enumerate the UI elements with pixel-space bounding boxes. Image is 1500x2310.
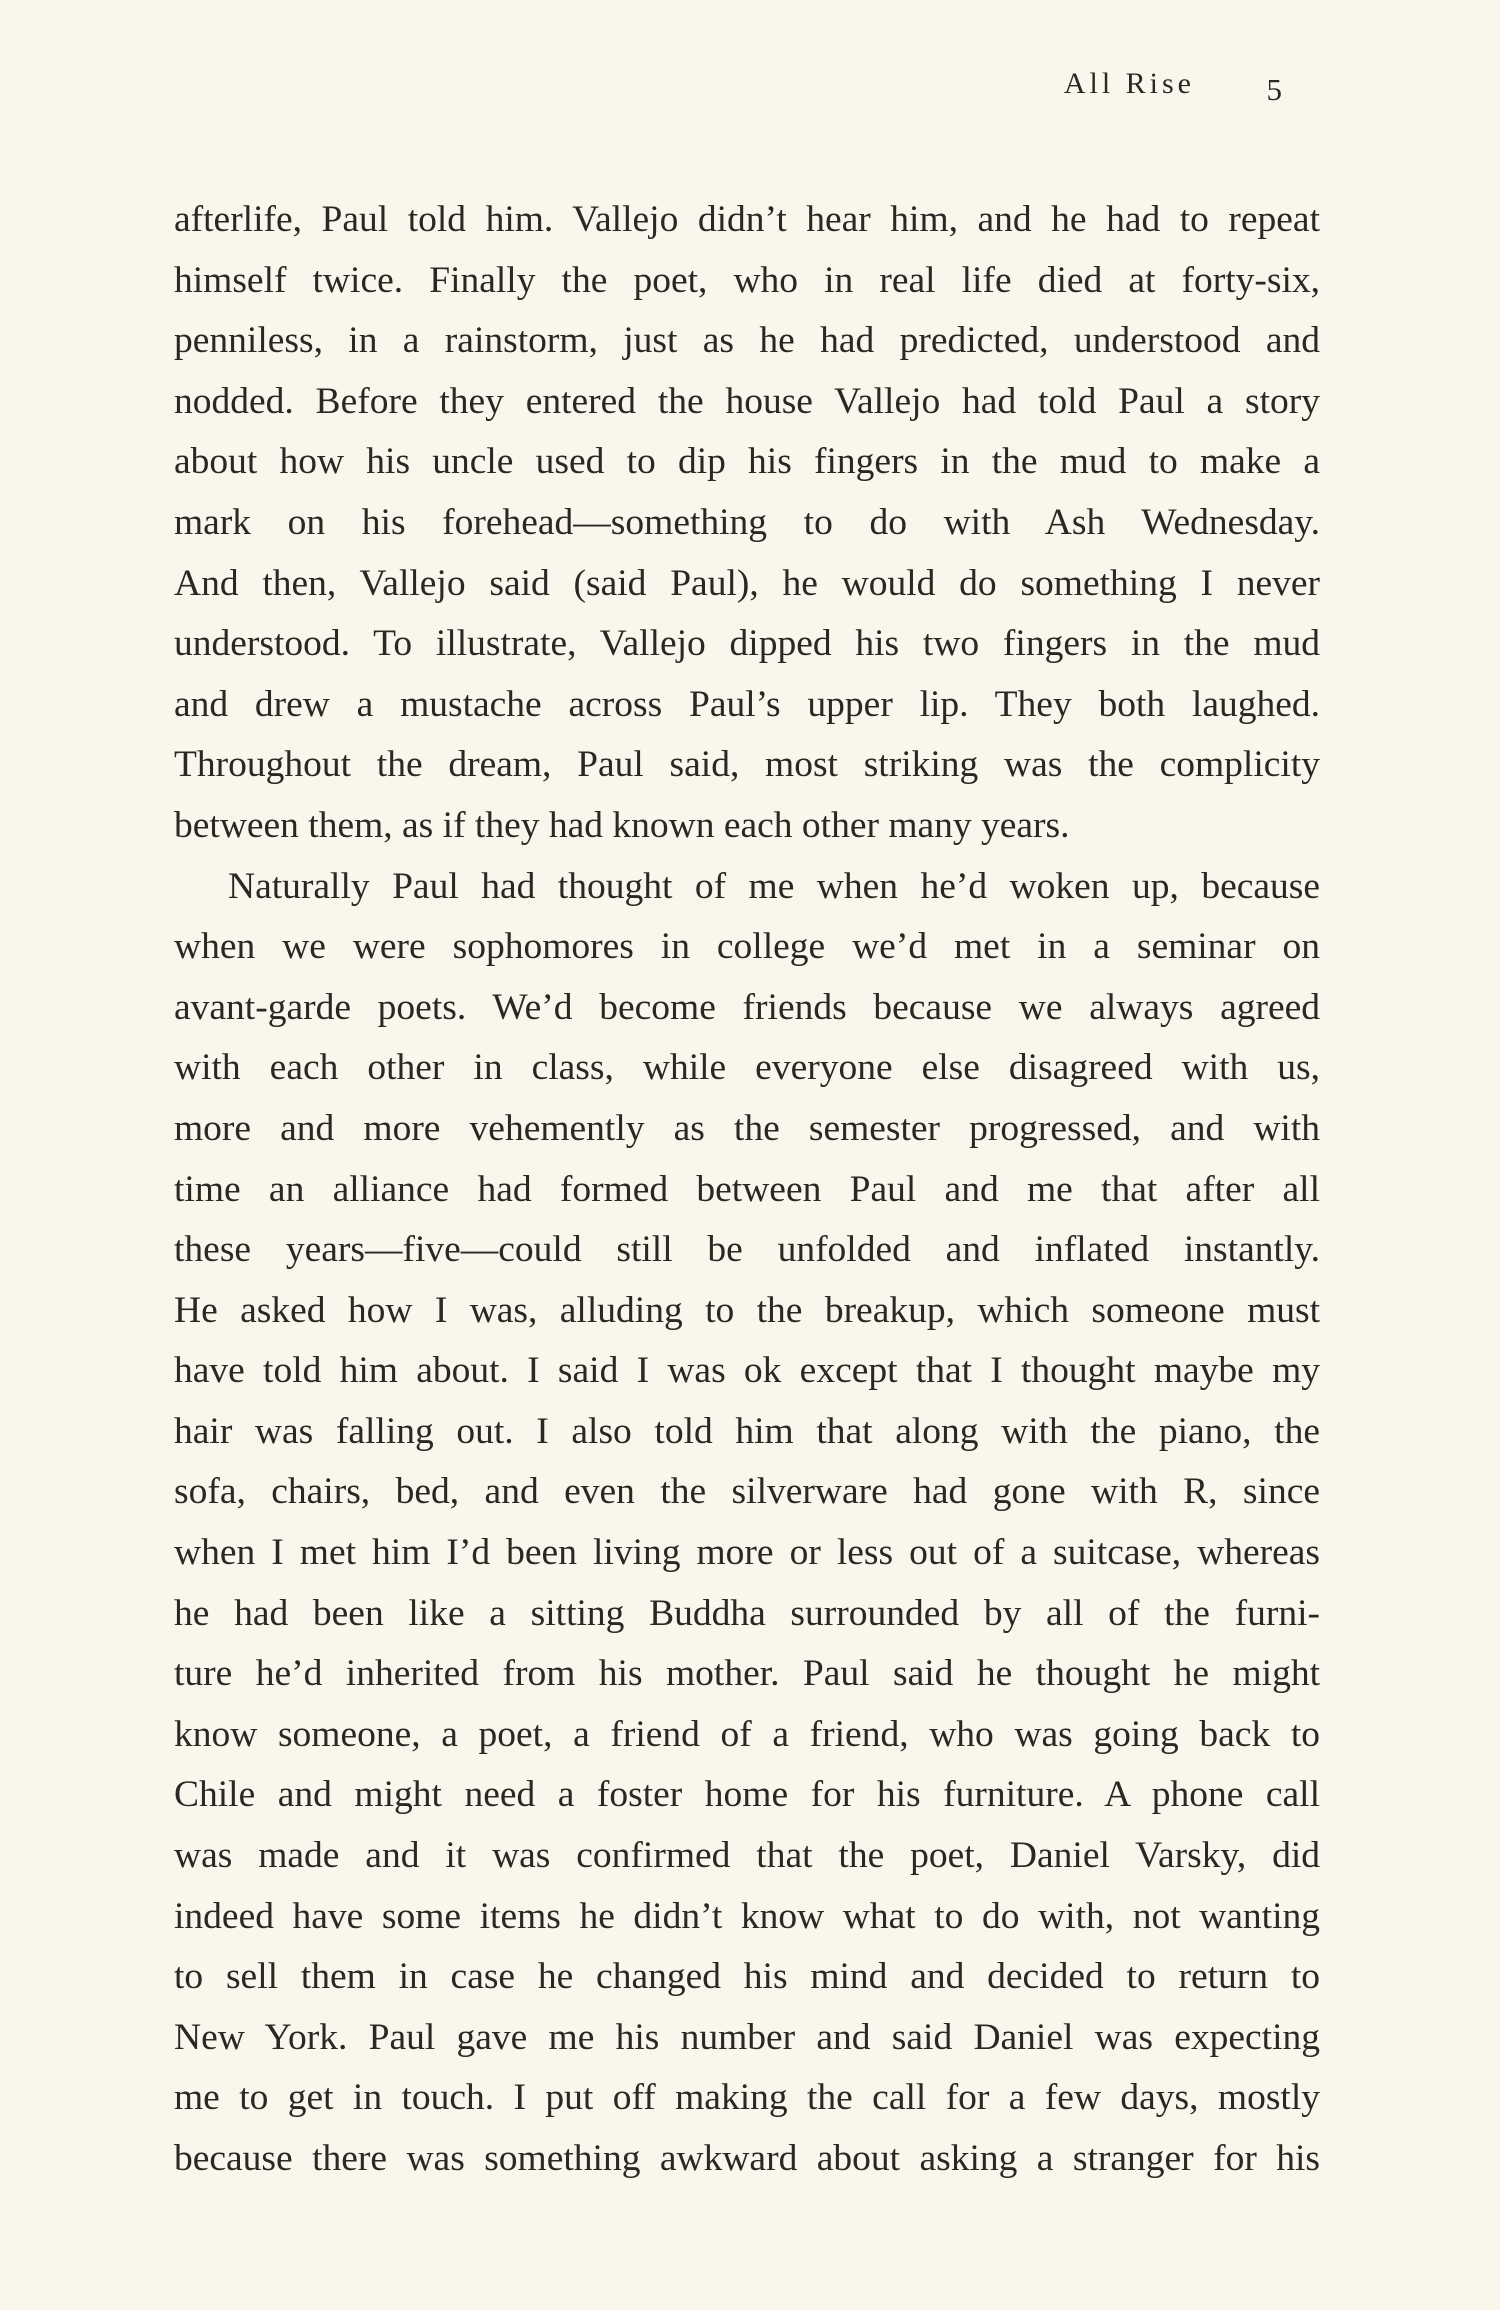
text-line: sofa, chairs, bed, and even the silverware had gone with R, since: [174, 1471, 1320, 1513]
text-line: with each other in class, while everyone else disagreed with us,: [174, 1047, 1320, 1089]
text-line: hair was falling out. I also told him that along with the piano, the: [174, 1410, 1320, 1452]
running-title: All Rise: [1063, 67, 1195, 100]
text-line: he had been like a sitting Buddha surrounded by all of the furni-: [174, 1592, 1320, 1634]
text-line: more and more vehemently as the semester progressed, and with: [174, 1107, 1320, 1149]
text-line: these years—five—could still be unfolded and inflated instantly.: [174, 1229, 1320, 1271]
text-line: And then, Vallejo said (said Paul), he would do something I never: [174, 562, 1320, 604]
text-line: nodded. Before they entered the house Vallejo had told Paul a story: [174, 380, 1320, 422]
text-line: me to get in touch. I put off making the call for a few days, mostly: [174, 2077, 1320, 2119]
text-line: about how his uncle used to dip his fingers in the mud to make a: [174, 441, 1320, 483]
text-line: penniless, in a rainstorm, just as he had predicted, understood and: [174, 320, 1320, 362]
text-line: afterlife, Paul told him. Vallejo didn’t hear him, and he had to repeat: [174, 199, 1320, 240]
text-line: and drew a mustache across Paul’s upper lip. They both laughed.: [174, 683, 1320, 725]
text-line: avant-garde poets. We’d become friends because we always agreed: [174, 986, 1320, 1028]
text-line: New York. Paul gave me his number and said Daniel was expecting: [174, 2016, 1320, 2058]
text-line: when I met him I’d been living more or less out of a suitcase, whereas: [174, 1532, 1320, 1574]
text-line: time an alliance had formed between Paul and me that after all: [174, 1168, 1320, 1210]
text-line: Chile and might need a foster home for his furniture. A phone call: [174, 1774, 1320, 1816]
text-line: Throughout the dream, Paul said, most striking was the complicity: [174, 744, 1320, 786]
body-text: [174, 190, 1320, 2190]
text-line: himself twice. Finally the poet, who in real life died at forty-six,: [174, 259, 1320, 301]
text-line: between them, as if they had known each other many years.: [174, 804, 1070, 846]
running-head: [0, 64, 1500, 114]
text-line: have told him about. I said I was ok except that I thought maybe my: [174, 1350, 1320, 1392]
text-line: because there was something awkward about asking a stranger for his: [174, 2138, 1320, 2179]
text-line: when we were sophomores in college we’d met in a seminar on: [174, 926, 1320, 968]
text-line: indeed have some items he didn’t know what to do with, not wanting: [174, 1895, 1320, 1937]
paragraph-2: [174, 857, 1320, 2190]
text-line: mark on his forehead—something to do with Ash Wednesday.: [174, 501, 1320, 543]
text-line: Naturally Paul had thought of me when he’d woken up, because: [228, 865, 1320, 907]
paragraph-1: [174, 190, 1320, 857]
text-line: to sell them in case he changed his mind and decided to return to: [174, 1956, 1320, 1998]
text-line: ture he’d inherited from his mother. Paul said he thought he might: [174, 1653, 1320, 1695]
text-line: understood. To illustrate, Vallejo dipped his two fingers in the mud: [174, 623, 1320, 665]
page-number: 5: [1266, 72, 1282, 107]
text-line: He asked how I was, alluding to the breakup, which someone must: [174, 1289, 1320, 1331]
text-line: know someone, a poet, a friend of a friend, who was going back to: [174, 1713, 1320, 1755]
text-line: was made and it was confirmed that the poet, Daniel Varsky, did: [174, 1835, 1320, 1877]
